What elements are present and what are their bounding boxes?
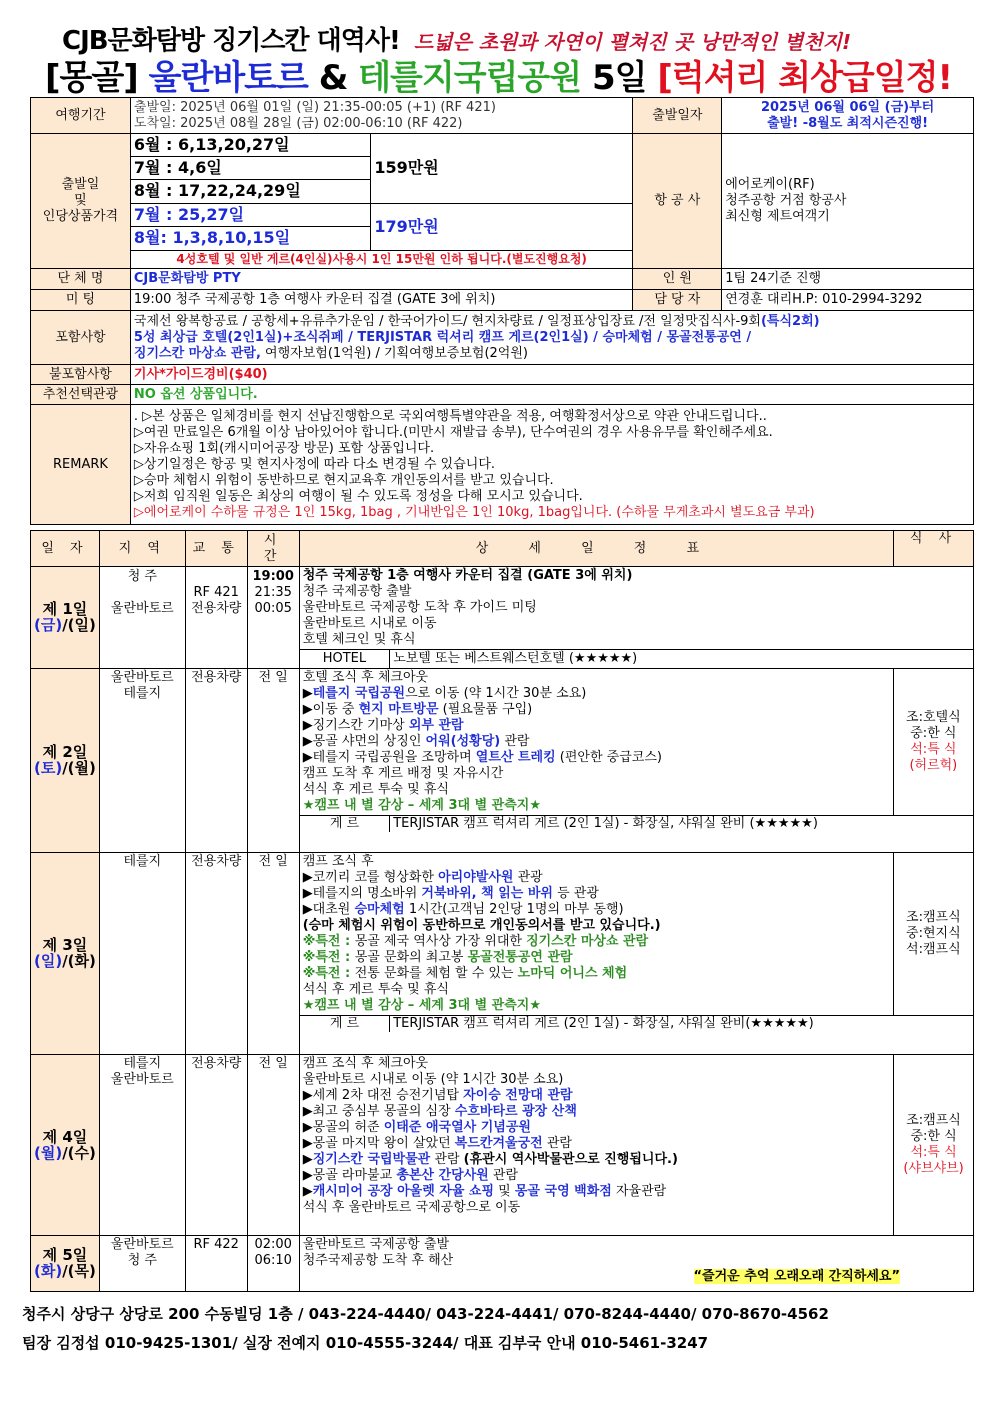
- remark-baggage: ▷에어로케이 수하물 규정은 1인 15kg, 1bag , 기내반입은 1인 10kg, 1bag입니다. (수하물 무게초과시 별도요금 부과): [133, 504, 815, 520]
- day-3-detail: 캠프 조식 후 ▶코끼리 코를 형상화한 아리야발사원 관광 ▶테를지의 명소바위 거북바위, 책 읽는 바위 등 관광 ▶대초원 승마체험 1시간(고객님 2인당 1명의 마부 동행) (승마 체험시 위험이 동반하므로 개인동의서를 받고 있습니다.) ※특전 : 몽골 제국 역사상 가장 위대한 징기스칸 마상쇼 관람 ※특전 : 몽골 문화의 최고봉 몽골전통공연 관람 ※특전 : 전통 문화를 체험 할 수 있는 노마딕 어니스 체험 석식 후 게르 투숙 및 휴식 ★캠프 내 별 감상 – 세계 3대 별 관측지★: [300, 853, 894, 1016]
- dates-july-1: 7월 : 4,6일: [131, 156, 371, 179]
- period-departure: 출발일: 2025년 06월 01일 (일) 21:35-00:05 (+1) (RF 421): [133, 99, 496, 115]
- header-luxury: [럭셔리 최상급일정!: [657, 58, 952, 98]
- col-day: 일 자: [31, 531, 100, 567]
- manager-value: 연경훈 대리H.P: 010-2994-3292: [722, 290, 974, 311]
- day-5-row: [31, 1235, 974, 1291]
- day-1-hotel: HOTEL 노보텔 또는 베스트웨스턴호텔 (★★★★★): [300, 649, 973, 668]
- remark-label: REMARK: [31, 405, 131, 525]
- included-line-1: 국제선 왕복항공료 / 공항세+유류추가운임 / 한국어가이드/ 현지차량료 / 일정표상입장료 /전 일정맛집식사-9회(특식2회): [133, 313, 820, 329]
- dates-june: 6월 : 6,13,20,27일: [131, 134, 371, 156]
- airline-name: 에어로케이(RF): [725, 177, 815, 192]
- manager-label: 담 당 자: [633, 290, 722, 311]
- day-1-detail: 청주 국제공항 1층 여행사 카운터 집결 (GATE 3에 위치) 청주 국제공항 출발 울란바토르 국제공항 도착 후 가이드 미팅 울란바토르 시내로 이동 호텔 체크인 및 휴식 HOTEL 노보텔 또는 베스트웨스턴호텔 (★★★★★): [299, 567, 973, 669]
- excluded-label: 불포함사항: [31, 365, 131, 385]
- header-days: 5일: [591, 58, 647, 98]
- airline-label: 항 공 사: [633, 134, 722, 269]
- day-1-time: 19:00 21:35 00:05: [247, 567, 299, 669]
- period-label: 여행기간: [31, 98, 131, 134]
- day-4-row: [31, 1054, 974, 1235]
- day-2-ger: 게 르 TERJISTAR 캠프 럭셔리 게르 (2인 1실) - 화장실, 샤워실 완비 (★★★★★): [300, 815, 973, 833]
- day-1-transport: RF 421 전용차량: [185, 567, 247, 669]
- day-3-row: [31, 852, 974, 1054]
- day-2-meal: 조:호텔식 중:한 식 석:특 식 (허르헉): [906, 709, 961, 773]
- day-5-region: 울란바토르 청 주: [99, 1235, 185, 1291]
- period-arrival: 도착일: 2025년 08월 28일 (금) 02:00-06:10 (RF 422): [133, 115, 463, 131]
- price-179: 179만원: [371, 203, 633, 250]
- included-line-3: 징기스칸 마상쇼 관람, 여행자보험(1억원) / 기획여행보증보험(2억원): [133, 345, 528, 361]
- departure-label: 출발일자: [633, 98, 722, 134]
- remark-line: ▷저희 임직원 일동은 최상의 여행이 될 수 있도록 정성을 다해 모시고 있습니다.: [133, 488, 583, 504]
- remark-line: ▷상기일정은 항공 및 현지사정에 따라 다소 변경될 수 있습니다.: [133, 456, 496, 472]
- remark-line: ▷여권 만료일은 6개월 이상 남아있어야 합니다.(미만시 재발급 송부), 단수여권의 경우 사용유무를 확인해주세요.: [133, 424, 773, 440]
- pax-label: 인 원: [633, 269, 722, 290]
- airline-hub: 청주공항 거점 항공사: [725, 193, 847, 208]
- airline-aircraft: 최신형 제트여객기: [725, 209, 830, 224]
- price-159: 159만원: [374, 158, 439, 178]
- day-5-label: 제 5일 (화)/(목): [31, 1235, 100, 1291]
- day-1-row: [31, 567, 974, 669]
- departure-from: 2025년 06월 06일 (금)부터: [761, 99, 935, 115]
- day-4-detail: 캠프 조식 후 체크아웃 울란바토르 시내로 이동 (약 1시간 30분 소요) ▶세계 2차 대전 승전기념탑 자이승 전망대 관람 ▶최고 중심부 몽골의 심장 수흐바타르 광장 산책 ▶몽골의 허준 이태준 애국열사 기념공원 ▶몽골 마지막 왕이 살았던 복드칸겨울궁전 관람 ▶징기스칸 국립박물관 관람 (휴관시 역사박물관으로 진행됩니다.) ▶몽골 라마불교 총본산 간당사원 관람 ▶캐시미어 공장 아울렛 자율 쇼핑 및 몽골 국영 백화점 자율관람 석식 후 울란바토르 국제공항으로 이동: [299, 1054, 893, 1235]
- remark-line: ▷자유쇼핑 1회(캐시미어공장 방문) 포함 상품입니다.: [133, 440, 435, 456]
- col-meal: 식 사: [894, 531, 974, 567]
- included-line-2: 5성 최상급 호텔(2인1실)+조식쥐페 / TERJISTAR 럭셔리 캠프 게르(2인1실) / 승마체험 / 몽골전통공연 /: [133, 329, 752, 345]
- day-3-ger: 게 르 TERJISTAR 캠프 럭셔리 게르 (2인 1실) - 화장실, 샤워실 완비(★★★★★): [300, 1015, 973, 1033]
- option-label: 추천선택관광: [31, 385, 131, 405]
- day-3-transport: 전용차량: [185, 852, 247, 1054]
- included-label: 포함사항: [31, 311, 131, 365]
- day-3-region: 테를지: [99, 852, 185, 1054]
- departure-note: 출발! -8월도 최적시즌진행!: [767, 115, 929, 131]
- day-1-label: 제 1일 (금)/(일): [31, 567, 100, 669]
- day-4-label: 제 4일 (월)/(수): [31, 1054, 100, 1235]
- col-transport: 교 통: [185, 531, 247, 567]
- day-3-time: 전 일: [247, 852, 299, 1054]
- day-5-detail: 울란바토르 국제공항 출발 청주국제공항 도착 후 해산 “즐거운 추억 오래오래 간직하세요”: [299, 1235, 973, 1291]
- day-2-detail: 호텔 조식 후 체크아웃 ▶테를지 국립공원으로 이동 (약 1시간 30분 소요) ▶이동 중 현지 마트방문 (필요물품 구입) ▶징기스칸 기마상 외부 관람 ▶몽골 샤먼의 상징인 어워(성황당) 관람 ▶테를지 국립공원을 조망하며 열트산 트레킹 (편안한 중급코스) 캠프 도착 후 게르 배정 및 자유시간 석식 후 게르 투숙 및 휴식 ★캠프 내 별 감상 – 세계 3대 별 관측지★: [300, 669, 894, 816]
- col-time: 시 간: [247, 531, 299, 567]
- day-2-label: 제 2일 (토)/(월): [31, 668, 100, 852]
- header-city: 울란바토르: [148, 58, 308, 98]
- day-4-meal: 조:캠프식 중:한 식 석:특 식 (샤브샤브): [894, 1054, 974, 1235]
- day-2-row: [31, 668, 974, 852]
- info-table: [30, 97, 974, 525]
- day-3-label: 제 3일 (일)/(화): [31, 852, 100, 1054]
- header-park: 테를지국립공원: [358, 58, 582, 98]
- dates-july-2: 7월 : 25,27일: [131, 203, 371, 226]
- day-5-time: 02:00 06:10: [247, 1235, 299, 1291]
- option-value: NO 옵션 상품입니다.: [130, 385, 973, 405]
- group-label: 단 체 명: [31, 269, 131, 290]
- day-4-time: 전 일: [247, 1054, 299, 1235]
- group-name: CJB문화탐방 PTY: [130, 269, 633, 290]
- price-grid: [131, 134, 633, 268]
- closing-message: “즐거운 추억 오래오래 간직하세요”: [693, 1268, 900, 1284]
- meeting-label: 미 팅: [31, 290, 131, 311]
- day-3-meal: 조:캠프식 중:현지식 석:캠프식: [906, 909, 961, 957]
- day-1-region: 청 주 울란바토르: [99, 567, 185, 669]
- header-amp: &: [318, 58, 348, 98]
- day-5-transport: RF 422: [185, 1235, 247, 1291]
- day-2-region: 울란바토르 테를지: [99, 668, 185, 852]
- col-detail: 상 세 일 정 표: [299, 531, 893, 567]
- footer-address: 청주시 상당구 상당로 200 수동빌딩 1층 / 043-224-4440/ 043-224-4441/ 070-8244-4440/ 070-8670-4562: [22, 1305, 829, 1323]
- col-region: 지 역: [99, 531, 185, 567]
- hotel-discount-note: 4성호텔 및 일반 게르(4인실)사용시 1인 15만원 인하 됩니다.(별도진행요청): [131, 250, 633, 268]
- day-4-transport: 전용차량: [185, 1054, 247, 1235]
- remark-line: . ▷본 상품은 일체경비를 현지 선납진행함으로 국외여행특별약관을 적용, 여행확정서상으로 약관 안내드립니다..: [133, 408, 767, 424]
- header-slogan: 드넓은 초원과 자연이 펼쳐진 곳 낭만적인 별천지!: [413, 30, 852, 54]
- pax-value: 1팀 24기준 진행: [722, 269, 974, 290]
- meeting-value: 19:00 청주 국제공항 1층 여행사 카운터 집결 (GATE 3에 위치): [130, 290, 633, 311]
- day-4-region: 테를지 울란바토르: [99, 1054, 185, 1235]
- remark-line: ▷승마 체험시 위험이 동반하므로 현지교육후 개인동의서를 받고 있습니다.: [133, 472, 554, 488]
- dates-aug-2: 8월: 1,3,8,10,15일: [131, 226, 371, 250]
- footer-contacts: 팀장 김정섭 010-9425-1301/ 실장 전예지 010-4555-3244/ 대표 김부국 안내 010-5461-3247: [22, 1334, 709, 1352]
- header-company-title: CJB문화탐방 징기스칸 대역사!: [62, 26, 400, 56]
- excluded-value: 기사*가이드경비($40): [130, 365, 973, 385]
- day-2-transport: 전용차량: [185, 668, 247, 852]
- header-country: [몽골]: [45, 58, 138, 98]
- day-2-time: 전 일: [247, 668, 299, 852]
- dates-aug-1: 8월 : 17,22,24,29일: [131, 179, 371, 203]
- price-label: 출발일 및 인당상품가격: [31, 134, 131, 269]
- schedule-table: [30, 530, 974, 1292]
- header-line-2: [45, 50, 965, 99]
